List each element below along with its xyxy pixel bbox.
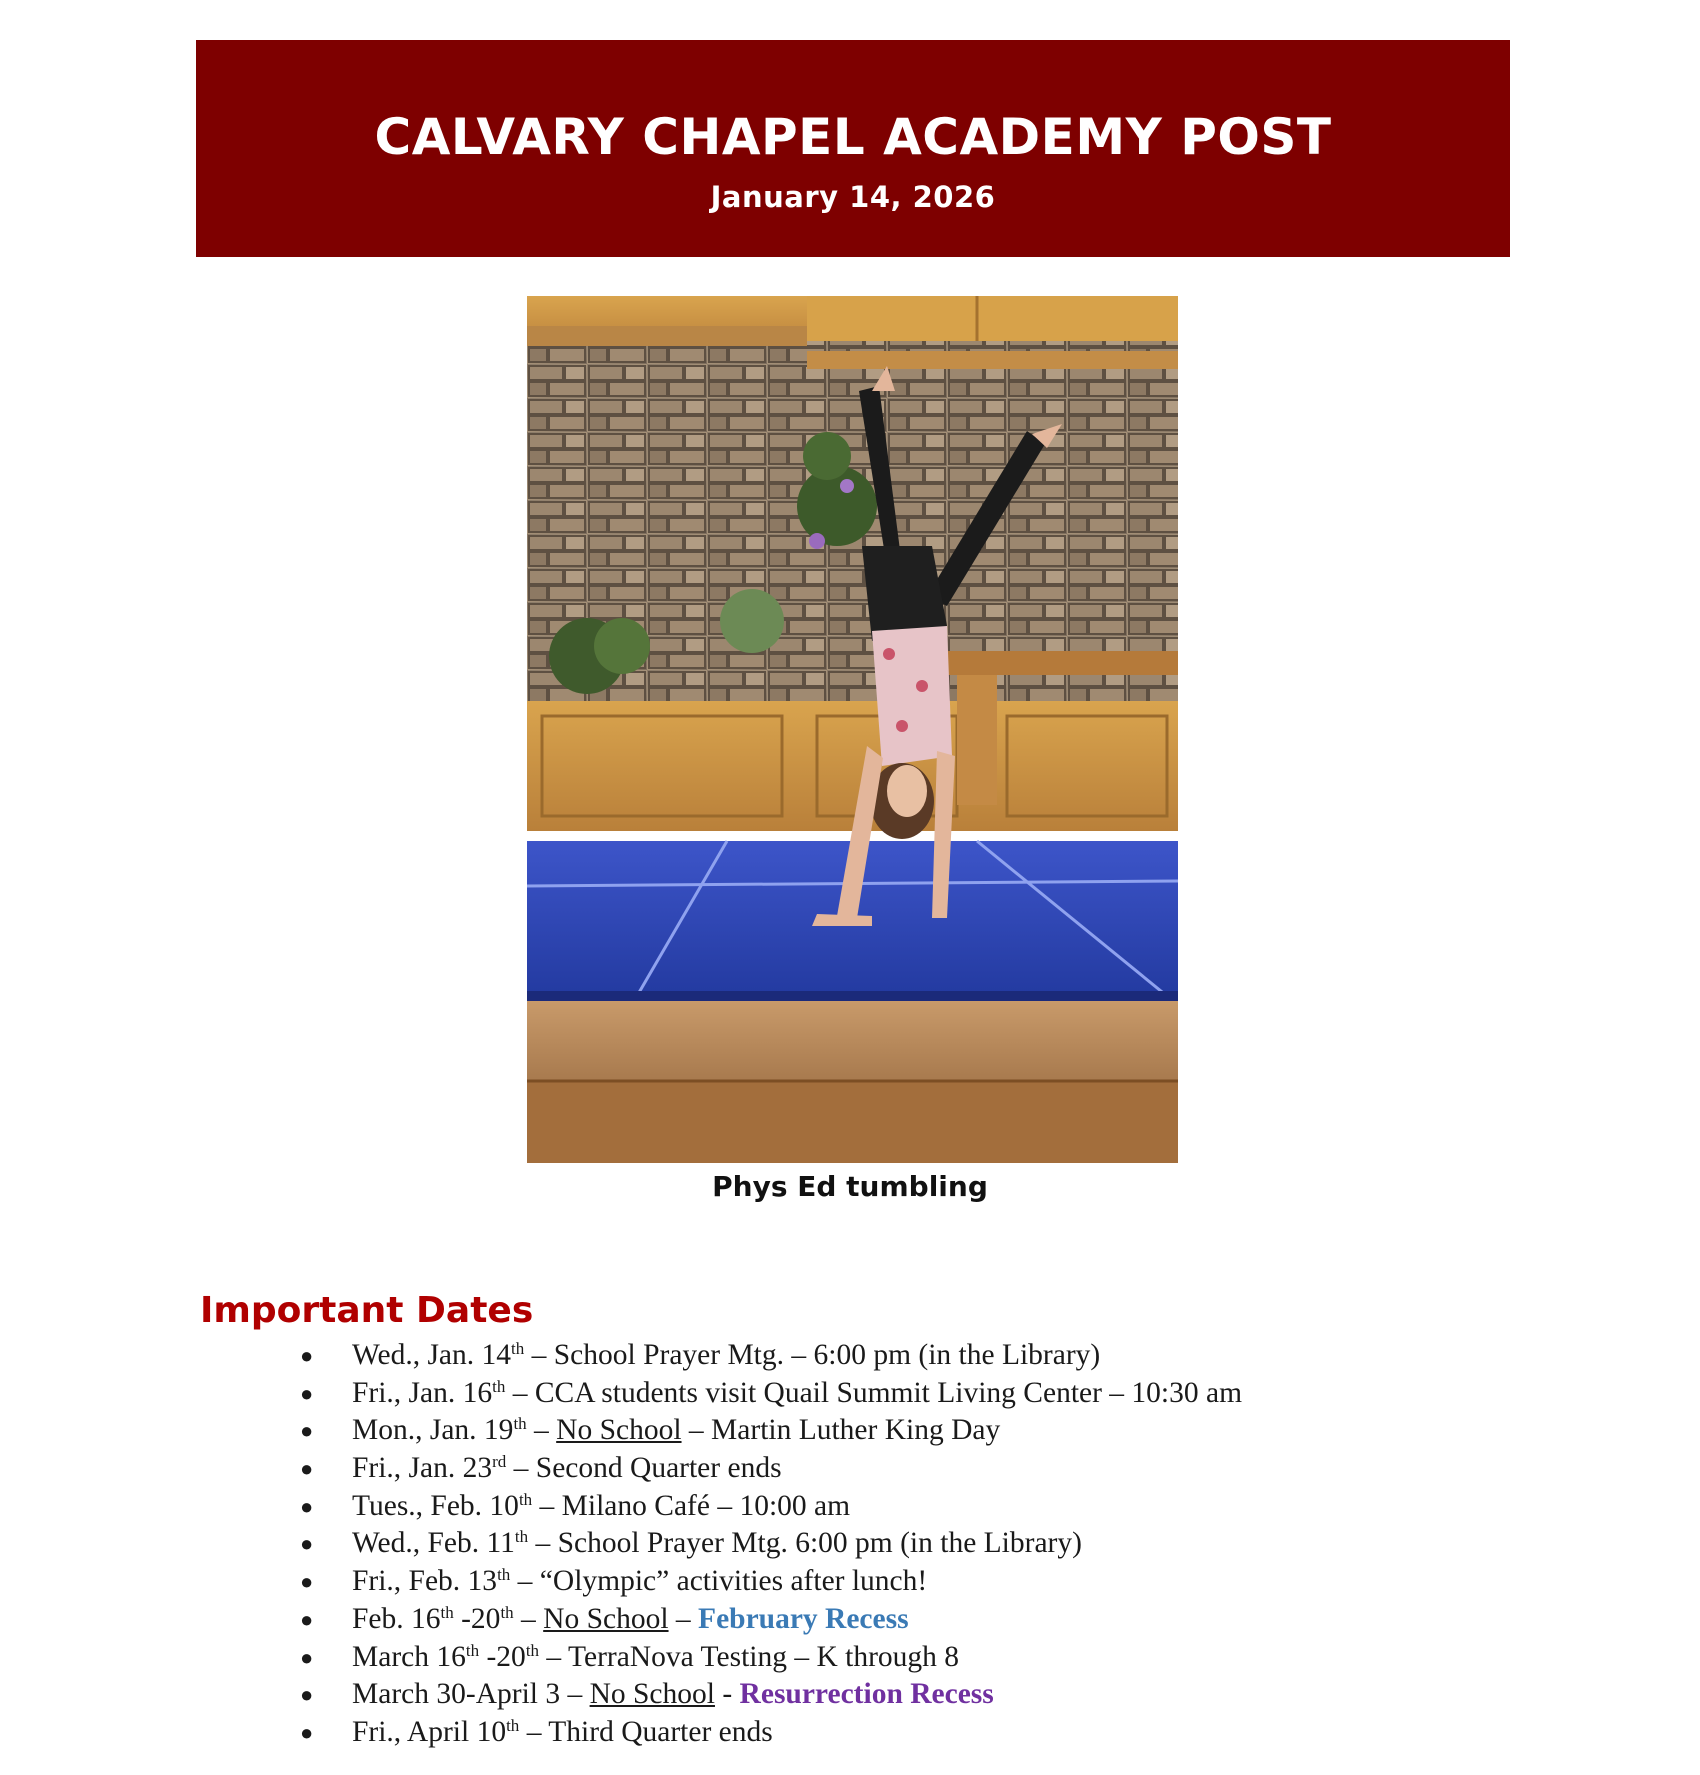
event-text: – School Prayer Mtg. – 6:00 pm (in the Library) [524,1339,1101,1371]
no-school-label: No School [543,1602,669,1635]
separator: – [560,1678,590,1711]
event-text: – Martin Luther King Day [681,1414,1001,1447]
ordinal-suffix: th [514,1527,529,1547]
bullet-icon: ● [300,1682,314,1708]
list-item [296,1450,1242,1488]
bullet-icon: ● [300,1493,314,1519]
event-text: – School Prayer Mtg. 6:00 pm (in the Library) [528,1527,1082,1560]
ordinal-suffix: th [518,1489,533,1509]
february-recess-label: February Recess [698,1602,909,1635]
no-school-label: No School [556,1414,682,1447]
event-text: – CCA students visit Quail Summit Living Center – 10:30 am [505,1376,1243,1409]
important-dates-list [296,1337,1242,1752]
date-text: Wed., Feb. 11 [352,1527,515,1560]
ordinal-suffix: th [500,1602,514,1622]
bullet-icon: ● [300,1719,314,1745]
list-item [296,1563,1242,1601]
ordinal-suffix: th [465,1640,480,1660]
ordinal-suffix: th [497,1565,511,1585]
ordinal-suffix: th [525,1640,540,1660]
photo-caption: Phys Ed tumbling [712,1170,988,1203]
separator: - [714,1678,740,1711]
event-text: – Milano Café – 10:00 am [532,1489,851,1522]
date-text-end: -20 [479,1640,526,1673]
list-item [296,1525,1242,1563]
list-item [296,1601,1242,1639]
tumbling-photo [527,296,1178,1163]
newsletter-banner [196,40,1510,257]
bullet-icon: ● [300,1380,314,1406]
date-text: Feb. 16 [352,1602,441,1635]
date-text: Tues., Feb. 10 [352,1489,519,1522]
bullet-icon: ● [300,1418,314,1444]
ordinal-suffix: th [513,1414,527,1434]
date-text: Fri., Jan. 16 [352,1376,493,1409]
date-text: Wed., Jan. 14 [352,1339,512,1371]
date-text: March 30-April 3 [352,1678,561,1711]
event-text: – Second Quarter ends [506,1452,782,1485]
bullet-icon: ● [300,1456,314,1482]
resurrection-recess-label: Resurrection Recess [739,1678,994,1711]
list-item [296,1375,1242,1413]
ordinal-suffix: rd [492,1452,507,1472]
important-dates-heading: Important Dates [200,1290,534,1331]
date-text: Fri., April 10 [352,1715,507,1748]
list-item [296,1714,1242,1752]
date-text: March 16 [352,1640,466,1673]
no-school-label: No School [589,1678,715,1711]
date-text: Fri., Feb. 13 [352,1565,498,1598]
ordinal-suffix: th [492,1376,506,1396]
date-text: Fri., Jan. 23 [352,1452,493,1485]
event-text: – Third Quarter ends [519,1715,773,1748]
bullet-icon: ● [300,1606,314,1632]
newsletter-title: CALVARY CHAPEL ACADEMY POST [374,108,1332,166]
newsletter-date: January 14, 2026 [710,180,996,214]
event-text: – “Olympic” activities after lunch! [510,1565,928,1598]
list-item [296,1488,1242,1526]
bullet-icon: ● [300,1569,314,1595]
date-text-end: -20 [453,1602,501,1635]
list-item [296,1412,1242,1450]
ordinal-suffix: th [506,1715,520,1735]
separator: – [513,1602,544,1635]
separator: – [526,1414,557,1447]
list-item [296,1639,1242,1677]
list-item [296,1676,1242,1714]
event-text: – TerraNova Testing – K through 8 [539,1640,960,1673]
bullet-icon: ● [300,1343,314,1368]
bullet-icon: ● [300,1531,314,1557]
separator: – [668,1602,699,1635]
date-text: Mon., Jan. 19 [352,1414,514,1447]
list-item [296,1337,1242,1375]
ordinal-suffix: th [440,1602,454,1622]
ordinal-suffix: th [511,1339,525,1358]
bullet-icon: ● [300,1644,314,1670]
